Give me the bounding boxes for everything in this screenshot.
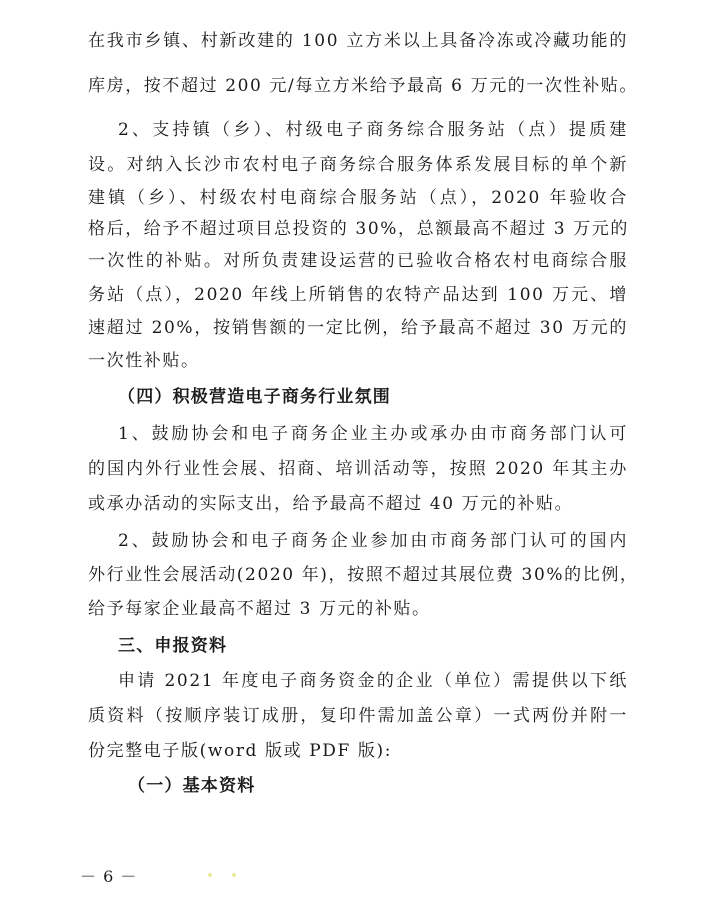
text-line: 2、支持镇（乡）、村级电子商务综合服务站（点）提质建 xyxy=(118,120,628,140)
text-line: 在我市乡镇、村新改建的 100 立方米以上具备冷冻或冷藏功能的 xyxy=(88,31,628,51)
text-line: 务站（点），2020 年线上所销售的农特产品达到 100 万元、增 xyxy=(88,285,628,305)
text-line: 的国内外行业性会展、招商、培训活动等，按照 2020 年其主办 xyxy=(88,459,628,479)
scan-speck xyxy=(232,873,236,877)
scan-speck xyxy=(208,873,212,877)
text-line: 份完整电子版(word 版或 PDF 版): xyxy=(88,741,393,761)
text-line: 外行业性会展活动(2020 年)，按照不超过其展位费 30%的比例， xyxy=(88,565,639,585)
text-line: 申请 2021 年度电子商务资金的企业（单位）需提供以下纸 xyxy=(118,671,628,691)
text-line: 一次性补贴。 xyxy=(88,351,200,371)
text-line: 建镇（乡）、村级农村电商综合服务站（点），2020 年验收合 xyxy=(88,188,628,208)
page-number: － 6 － xyxy=(80,867,138,886)
text-line: 1、鼓励协会和电子商务企业主办或承办由市商务部门认可 xyxy=(118,424,628,444)
text-line: 速超过 20%，按销售额的一定比例，给予最高不超过 30 万元的 xyxy=(88,318,628,338)
text-line: 或承办活动的实际支出，给予最高不超过 40 万元的补贴。 xyxy=(88,494,574,514)
text-line: 质资料（按顺序装订成册，复印件需加盖公章）一式两份并附一 xyxy=(88,706,628,726)
text-line: 设。对纳入长沙市农村电子商务综合服务体系发展目标的单个新 xyxy=(88,155,628,175)
section-heading: （四）积极营造电子商务行业氛围 xyxy=(118,387,391,407)
text-line: 2、鼓励协会和电子商务企业参加由市商务部门认可的国内 xyxy=(118,531,628,551)
text-line: 格后，给予不超过项目总投资的 30%，总额最高不超过 3 万元的 xyxy=(88,219,630,239)
text-line: 库房，按不超过 200 元/每立方米给予最高 6 万元的一次性补贴。 xyxy=(88,76,639,96)
text-line: 给予每家企业最高不超过 3 万元的补贴。 xyxy=(88,599,431,619)
text-line: 一次性的补贴。对所负责建设运营的已验收合格农村电商综合服 xyxy=(88,251,628,271)
section-heading: 三、申报资料 xyxy=(118,636,228,656)
section-heading: （一）基本资料 xyxy=(128,776,256,796)
